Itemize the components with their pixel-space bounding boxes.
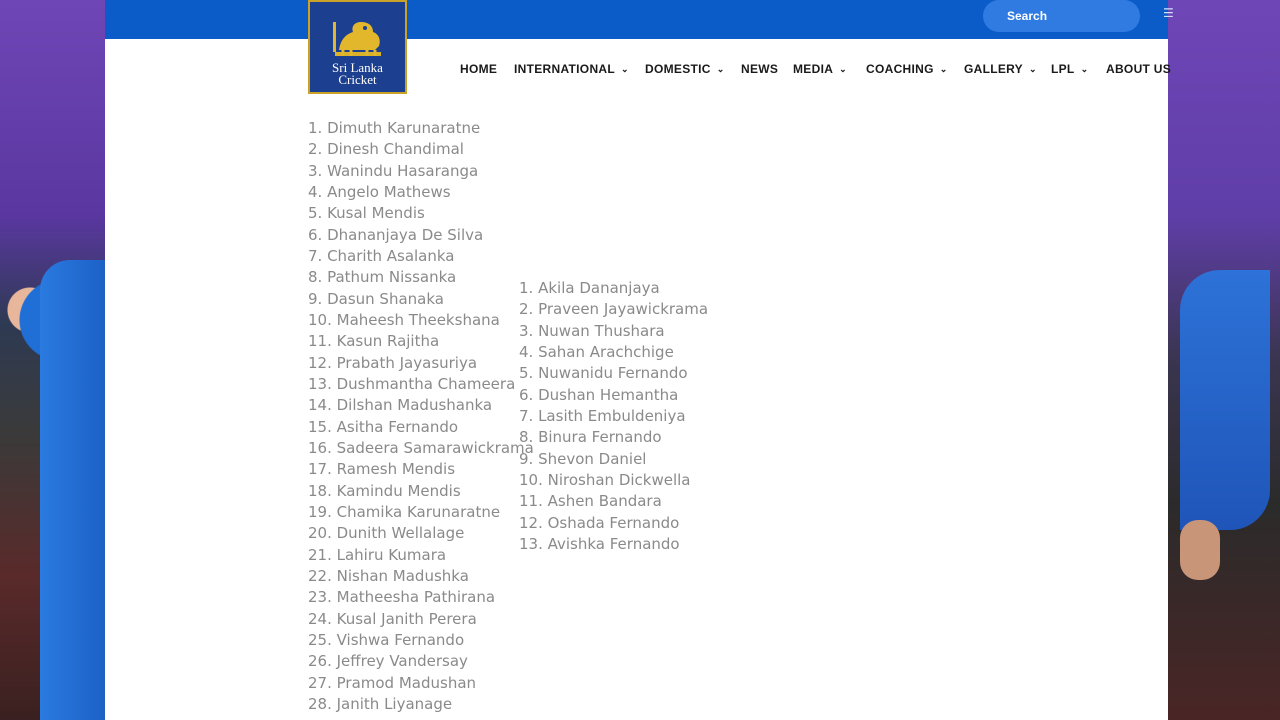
site-logo[interactable]: [308, 0, 407, 94]
nav-item-news[interactable]: [741, 60, 778, 78]
list-item: 2. Dinesh Chandimal: [308, 140, 464, 159]
list-item: 27. Pramod Madushan: [308, 673, 477, 692]
search-input[interactable]: Search: [983, 0, 1140, 32]
list-item: 4. Sahan Arachchige: [519, 342, 674, 361]
chevron-down-icon: ⌄: [1080, 64, 1089, 74]
list-item: 5. Kusal Mendis: [308, 204, 425, 223]
list-item: 4. Angelo Mathews: [308, 182, 451, 201]
nav-item-gallery[interactable]: [964, 60, 1037, 78]
logo-line-1: Sri Lanka: [332, 60, 383, 75]
list-item: 5. Nuwanidu Fernando: [519, 364, 688, 383]
player-hand: [1180, 520, 1220, 580]
list-item: 22. Nishan Madushka: [308, 566, 469, 585]
list-item: 9. Shevon Daniel: [519, 449, 647, 468]
squad-list-primary: [308, 118, 534, 715]
list-item: 1. Dimuth Karunaratne: [308, 119, 481, 137]
nav-item-about-us[interactable]: [1106, 60, 1171, 78]
list-item: 1. Akila Dananjaya: [519, 279, 660, 297]
list-item: 11. Kasun Rajitha: [308, 332, 440, 351]
background-right-photo: [1168, 0, 1280, 720]
list-item: 13. Avishka Fernando: [519, 534, 680, 553]
list-item: 18. Kamindu Mendis: [308, 481, 461, 500]
list-item: 7. Charith Asalanka: [308, 246, 455, 265]
nav-item-label: ABOUT US: [1106, 62, 1172, 76]
nav-item-home[interactable]: [460, 60, 497, 78]
player-arm: [40, 260, 110, 720]
list-item: 16. Sadeera Samarawickrama: [308, 438, 534, 457]
list-item: 21. Lahiru Kumara: [308, 545, 447, 564]
list-item: 6. Dhananjaya De Silva: [308, 225, 484, 244]
nav-item-label: COACHING: [866, 62, 934, 76]
chevron-down-icon: ⌄: [839, 64, 848, 74]
nav-item-lpl[interactable]: [1051, 60, 1088, 78]
list-item: 17. Ramesh Mendis: [308, 460, 456, 479]
chevron-down-icon: ⌄: [939, 64, 948, 74]
nav-item-domestic[interactable]: [645, 60, 725, 78]
list-item: 14. Dilshan Madushanka: [308, 396, 493, 415]
page-content: [105, 0, 1174, 720]
list-item: 23. Matheesha Pathirana: [308, 588, 496, 607]
player-sleeve: [1180, 270, 1270, 530]
background-left-photo: [0, 0, 105, 720]
list-item: 19. Chamika Karunaratne: [308, 502, 501, 521]
nav-item-international[interactable]: [514, 60, 629, 78]
list-item: 13. Dushmantha Chameera: [308, 374, 516, 393]
list-item: 28. Janith Liyanage: [308, 694, 453, 713]
list-item: 15. Asitha Fernando: [308, 417, 459, 436]
nav-item-label: DOMESTIC: [645, 62, 711, 76]
menu-icon[interactable]: ☰: [1163, 6, 1174, 20]
chevron-down-icon: ⌄: [716, 64, 725, 74]
nav-item-media[interactable]: [793, 60, 847, 78]
squad-list-secondary: [519, 278, 708, 555]
list-item: 8. Pathum Nissanka: [308, 268, 457, 287]
list-item: 11. Ashen Bandara: [519, 492, 662, 511]
list-item: 26. Jeffrey Vandersay: [308, 652, 468, 671]
list-item: 3. Nuwan Thushara: [519, 321, 665, 340]
list-item: 24. Kusal Janith Perera: [308, 609, 477, 628]
nav-item-label: MEDIA: [793, 62, 834, 76]
list-item: 10. Niroshan Dickwella: [519, 470, 691, 489]
nav-item-coaching[interactable]: [866, 60, 948, 78]
list-item: 7. Lasith Embuldeniya: [519, 406, 686, 425]
lion-emblem-icon: [329, 16, 387, 60]
list-item: 9. Dasun Shanaka: [308, 289, 444, 308]
nav-item-label: HOME: [460, 62, 498, 76]
chevron-down-icon: ⌄: [1029, 64, 1037, 74]
chevron-down-icon: ⌄: [621, 64, 629, 74]
list-item: 25. Vishwa Fernando: [308, 630, 465, 649]
list-item: 2. Praveen Jayawickrama: [519, 300, 709, 319]
logo-line-2: Cricket: [338, 72, 377, 87]
nav-item-label: LPL: [1051, 62, 1075, 76]
top-bar: [105, 0, 1174, 39]
list-item: 3. Wanindu Hasaranga: [308, 161, 479, 180]
nav-item-label: INTERNATIONAL: [514, 62, 616, 76]
nav-item-label: GALLERY: [964, 62, 1023, 76]
list-item: 8. Binura Fernando: [519, 428, 662, 447]
list-item: 12. Oshada Fernando: [519, 513, 680, 532]
list-item: 10. Maheesh Theekshana: [308, 310, 500, 329]
list-item: 20. Dunith Wellalage: [308, 524, 465, 543]
list-item: 6. Dushan Hemantha: [519, 385, 679, 404]
list-item: 12. Prabath Jayasuriya: [308, 353, 478, 372]
nav-item-label: NEWS: [741, 62, 779, 76]
